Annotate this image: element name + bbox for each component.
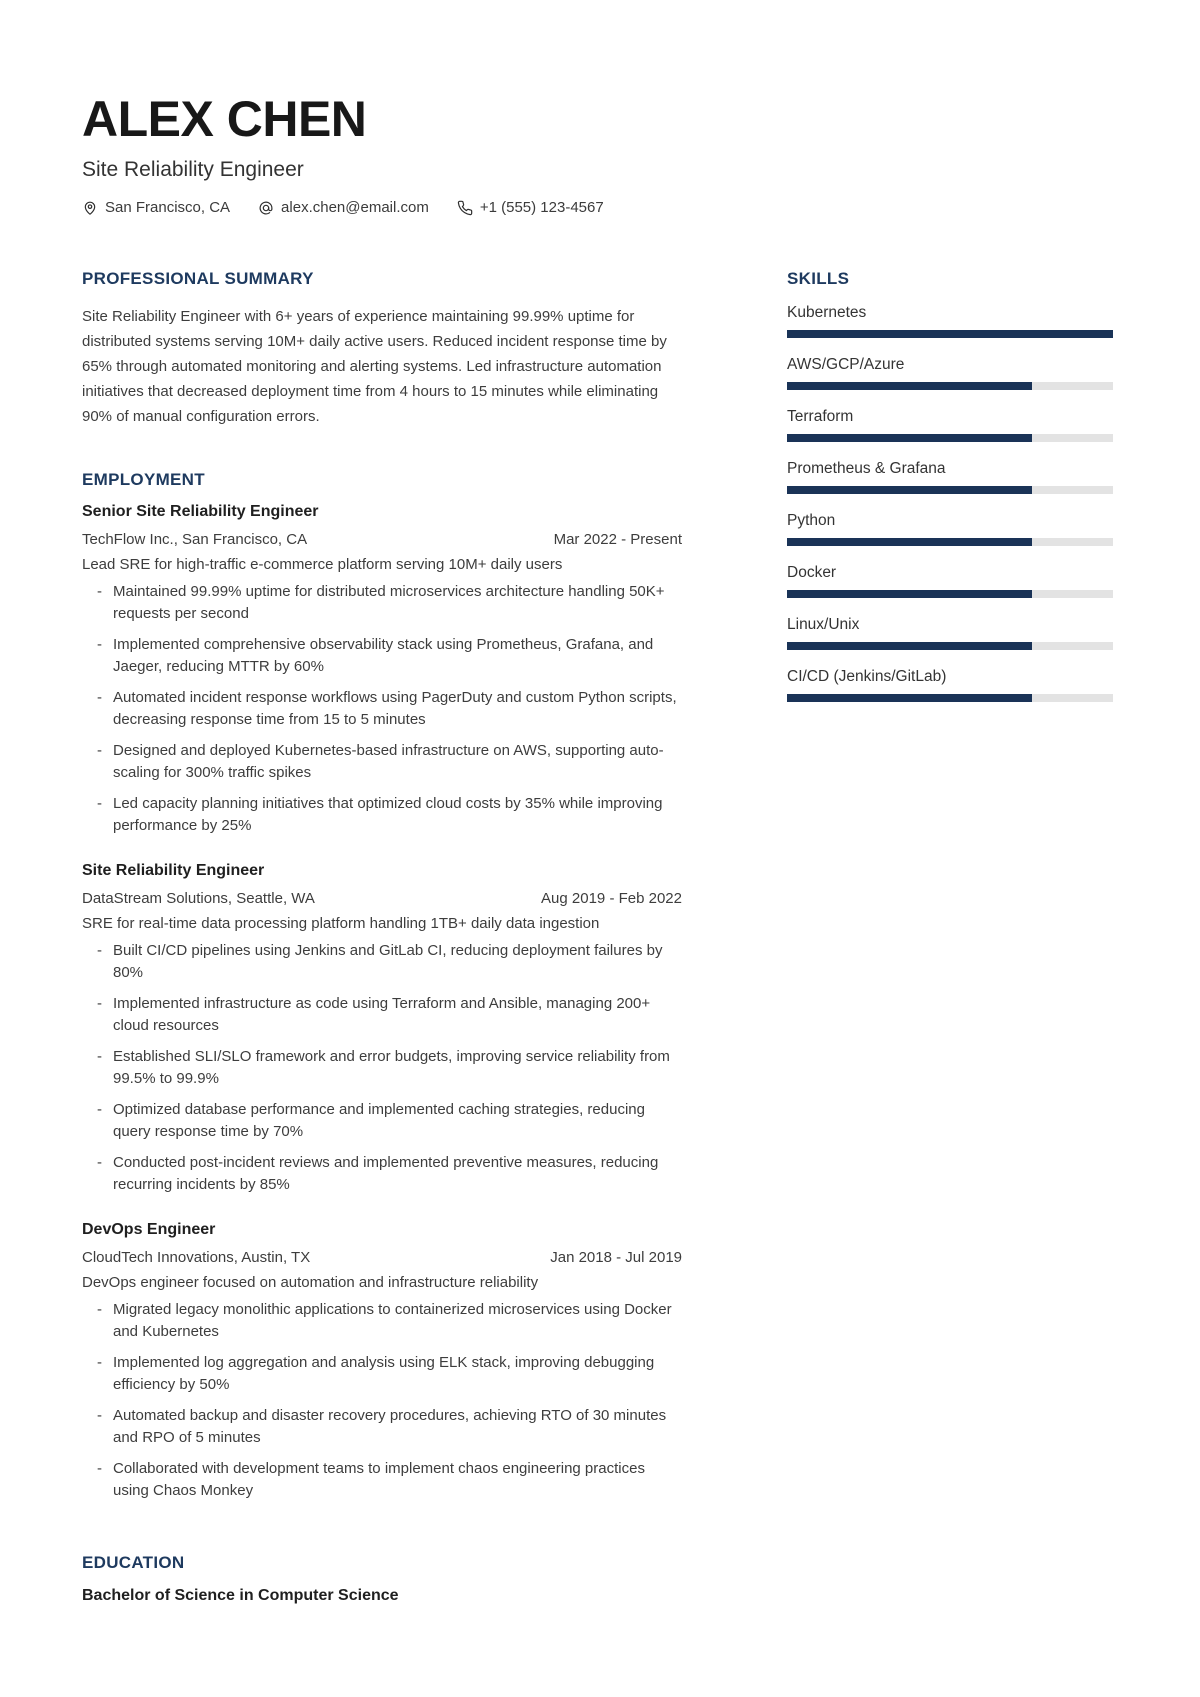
bullet-text: Conducted post-incident reviews and implemented preventive measures, reducing recurring incidents by 85% — [113, 1153, 659, 1193]
job-title: Site Reliability Engineer — [82, 861, 265, 879]
bullet-item — [82, 687, 682, 731]
skill-label: Kubernetes — [787, 303, 867, 321]
at-sign-icon — [258, 200, 274, 216]
company-row — [82, 1248, 682, 1268]
bullet-marker: - — [97, 1300, 102, 1318]
bullet-marker: - — [97, 994, 102, 1012]
bullet-marker: - — [97, 1459, 102, 1477]
skill-bar-fill — [787, 434, 1032, 442]
skill-bar-fill — [787, 694, 1032, 702]
bullet-item — [82, 940, 682, 984]
degree-name: Bachelor of Science in Computer Science — [82, 1587, 399, 1605]
bullet-item — [82, 1046, 682, 1090]
person-name: ALEX CHEN — [82, 91, 367, 147]
bullet-text: Led capacity planning initiatives that optimized cloud costs by 35% while improving performance by 25% — [113, 794, 663, 834]
section-employment — [82, 471, 682, 1502]
skill-label: Terraform — [787, 407, 854, 425]
job-description: Lead SRE for high-traffic e-commerce platform serving 10M+ daily users — [82, 555, 563, 573]
bullet-text: Migrated legacy monolithic applications to containerized microservices using Docker and Kubernetes — [113, 1300, 672, 1340]
skill-bar-fill — [787, 330, 1113, 338]
bullet-marker: - — [97, 688, 102, 706]
bullet-text: Established SLI/SLO framework and error budgets, improving service reliability from 99.5% to 99.9% — [113, 1047, 670, 1087]
contact-email-text: alex.chen@email.com — [281, 199, 429, 217]
bullet-item — [82, 993, 682, 1037]
main-column — [82, 270, 682, 1606]
bullet-item — [82, 1352, 682, 1396]
bullet-marker: - — [97, 1353, 102, 1371]
content-columns — [82, 270, 1113, 1606]
bullet-text: Built CI/CD pipelines using Jenkins and GitLab CI, reducing deployment failures by 80% — [113, 941, 663, 981]
job-entry — [82, 861, 682, 1196]
job-title: Senior Site Reliability Engineer — [82, 502, 319, 520]
bullet-text: Implemented comprehensive observability stack using Prometheus, Grafana, and Jaeger, reducing MTTR by 60% — [113, 635, 654, 675]
bullet-text: Maintained 99.99% uptime for distributed microservices architecture handling 50K+ requests per second — [113, 582, 665, 622]
bullet-item — [82, 740, 682, 784]
skill-bar-track — [787, 538, 1113, 546]
skill-item — [787, 460, 1113, 494]
bullet-text: Designed and deployed Kubernetes-based infrastructure on AWS, supporting auto-scaling for 300% traffic spikes — [113, 741, 664, 781]
bullet-list — [82, 1299, 682, 1502]
bullet-marker: - — [97, 741, 102, 759]
bullet-marker: - — [97, 794, 102, 812]
bullet-list — [82, 581, 682, 837]
bullet-item — [82, 1299, 682, 1343]
skill-bar-track — [787, 642, 1113, 650]
skills-sidebar — [787, 270, 1113, 1606]
skill-label: AWS/GCP/Azure — [787, 355, 905, 373]
contact-phone-text: +1 (555) 123-4567 — [479, 199, 604, 217]
skill-bar-track — [787, 434, 1113, 442]
bullet-marker: - — [97, 1047, 102, 1065]
skills-list — [787, 304, 1113, 702]
company-name: DataStream Solutions, Seattle, WA — [82, 889, 315, 907]
skill-label: Prometheus & Grafana — [787, 459, 946, 477]
skill-label: CI/CD (Jenkins/GitLab) — [787, 667, 947, 685]
skill-bar-fill — [787, 382, 1032, 390]
phone-icon — [457, 200, 473, 216]
contact-row — [82, 199, 1113, 216]
bullet-item — [82, 793, 682, 837]
skills-heading: SKILLS — [787, 269, 850, 289]
resume-header — [82, 0, 1113, 216]
bullet-item — [82, 581, 682, 625]
bullet-text: Collaborated with development teams to implement chaos engineering practices using Chaos Monkey — [113, 1459, 645, 1499]
skill-label: Docker — [787, 563, 837, 581]
bullet-item — [82, 1099, 682, 1143]
education-heading: EDUCATION — [82, 1552, 185, 1572]
skill-bar-track — [787, 694, 1113, 702]
summary-text: Site Reliability Engineer with 6+ years of experience maintaining 99.99% uptime for distributed systems serving 10M+ daily active users. Reduced incident response time by 65% through automated monitoring and alerting systems. Led infrastructure automation initiatives that decreased deployment time from 4 hours to 15 minutes while eliminating 90% of manual configuration errors. — [82, 307, 667, 425]
job-dates: Aug 2019 - Feb 2022 — [541, 889, 682, 907]
company-name: TechFlow Inc., San Francisco, CA — [82, 530, 308, 548]
bullet-text: Implemented log aggregation and analysis using ELK stack, improving debugging efficiency by 50% — [113, 1353, 655, 1393]
bullet-marker: - — [97, 635, 102, 653]
skill-item — [787, 304, 1113, 338]
skill-bar-fill — [787, 590, 1032, 598]
employment-heading: EMPLOYMENT — [82, 469, 205, 489]
bullet-marker: - — [97, 941, 102, 959]
bullet-text: Automated backup and disaster recovery procedures, achieving RTO of 30 minutes and RPO of 5 minutes — [113, 1406, 667, 1446]
job-description: SRE for real-time data processing platform handling 1TB+ daily data ingestion — [82, 914, 600, 932]
company-name: CloudTech Innovations, Austin, TX — [82, 1248, 311, 1266]
bullet-marker: - — [97, 1153, 102, 1171]
contact-phone — [457, 199, 604, 216]
skill-bar-fill — [787, 538, 1032, 546]
skill-item — [787, 356, 1113, 390]
skill-bar-fill — [787, 642, 1032, 650]
skill-label: Linux/Unix — [787, 615, 860, 633]
bullet-text: Implemented infrastructure as code using Terraform and Ansible, managing 200+ cloud resources — [113, 994, 651, 1034]
skill-bar-track — [787, 330, 1113, 338]
skill-bar-track — [787, 382, 1113, 390]
section-education — [82, 1554, 682, 1607]
skill-item — [787, 616, 1113, 650]
bullet-marker: - — [97, 582, 102, 600]
skill-item — [787, 564, 1113, 598]
contact-location-text: San Francisco, CA — [105, 199, 231, 217]
person-job-title: Site Reliability Engineer — [82, 158, 304, 181]
bullet-list — [82, 940, 682, 1196]
skill-item — [787, 408, 1113, 442]
bullet-text: Automated incident response workflows using PagerDuty and custom Python scripts, decreasing response time from 15 to 5 minutes — [113, 688, 677, 728]
contact-email — [258, 199, 429, 216]
bullet-marker: - — [97, 1406, 102, 1424]
job-entry — [82, 502, 682, 837]
job-entry — [82, 1220, 682, 1502]
skill-item — [787, 668, 1113, 702]
job-description: DevOps engineer focused on automation and infrastructure reliability — [82, 1273, 539, 1291]
bullet-item — [82, 1152, 682, 1196]
company-row — [82, 530, 682, 550]
bullet-item — [82, 634, 682, 678]
bullet-text: Optimized database performance and implemented caching strategies, reducing query response time by 70% — [113, 1100, 645, 1140]
section-professional-summary — [82, 270, 682, 429]
job-dates: Jan 2018 - Jul 2019 — [550, 1248, 682, 1266]
summary-heading: PROFESSIONAL SUMMARY — [82, 269, 314, 289]
location-pin-icon — [82, 200, 98, 216]
company-row — [82, 889, 682, 909]
skill-bar-fill — [787, 486, 1032, 494]
bullet-item — [82, 1405, 682, 1449]
skill-bar-track — [787, 590, 1113, 598]
skill-label: Python — [787, 511, 836, 529]
skill-bar-track — [787, 486, 1113, 494]
jobs-list — [82, 502, 682, 1502]
bullet-item — [82, 1458, 682, 1502]
contact-location — [82, 199, 230, 216]
skill-item — [787, 512, 1113, 546]
job-dates: Mar 2022 - Present — [553, 530, 682, 548]
job-title: DevOps Engineer — [82, 1220, 216, 1238]
bullet-marker: - — [97, 1100, 102, 1118]
